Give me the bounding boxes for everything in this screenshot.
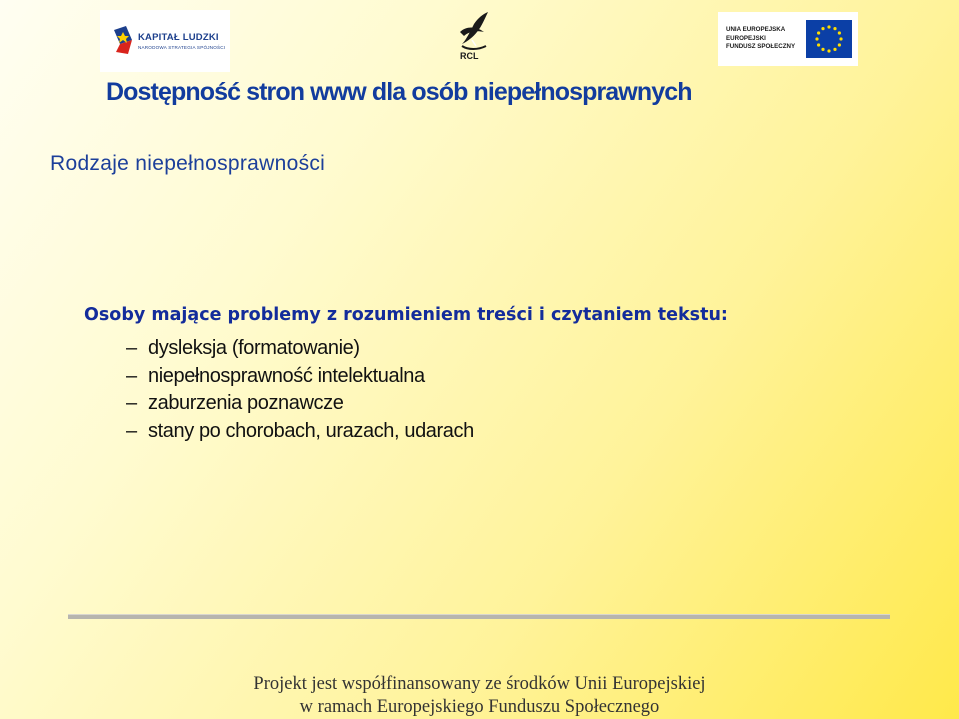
slide-subtitle: Rodzaje niepełnosprawności bbox=[50, 152, 326, 175]
footer bbox=[0, 673, 959, 719]
kapital-ludzki-name: KAPITAŁ LUDZKI bbox=[138, 32, 219, 43]
eu-logo-text bbox=[726, 26, 795, 52]
list-item-text: stany po chorobach, urazach, udarach bbox=[148, 419, 474, 442]
eu-logo bbox=[718, 12, 858, 66]
slide-title: Dostępność stron www dla osób niepełnosprawnych bbox=[106, 78, 692, 106]
eu-stars-icon bbox=[806, 20, 852, 58]
eu-star-icon bbox=[833, 48, 836, 51]
dash-bullet: – bbox=[126, 392, 137, 414]
list-item bbox=[126, 363, 474, 391]
dash-bullet: – bbox=[126, 364, 137, 387]
eu-star-icon bbox=[821, 48, 824, 51]
list-item bbox=[126, 418, 474, 446]
item-list bbox=[126, 335, 474, 445]
rcl-quill-emblem-icon bbox=[456, 10, 492, 52]
list-item-text: zaburzenia poznawcze bbox=[148, 392, 344, 414]
kapital-ludzki-logo bbox=[100, 10, 230, 72]
section-heading: Osoby mające problemy z rozumieniem treści i czytaniem tekstu: bbox=[84, 305, 728, 325]
footer-divider bbox=[68, 614, 890, 619]
eu-logo-line2: EUROPEJSKI bbox=[726, 34, 766, 42]
list-item-text: niepełnosprawność intelektualna bbox=[148, 364, 425, 387]
eu-star-icon bbox=[821, 27, 824, 30]
footer-line1: Projekt jest współfinansowany ze środków Unii Europejskiej bbox=[253, 674, 706, 694]
kapital-ludzki-emblem-icon bbox=[112, 26, 134, 56]
eu-star-icon bbox=[827, 49, 830, 52]
eu-star-icon bbox=[833, 27, 836, 30]
eu-star-icon bbox=[817, 31, 820, 34]
rcl-logo bbox=[456, 10, 492, 66]
list-item bbox=[126, 390, 474, 418]
eu-flag bbox=[806, 20, 852, 58]
kapital-ludzki-subtitle: NARODOWA STRATEGIA SPÓJNOŚCI bbox=[138, 45, 226, 50]
eu-star-icon bbox=[839, 37, 842, 40]
eu-star-icon bbox=[815, 37, 818, 40]
rcl-logo-text: RCL bbox=[460, 51, 479, 61]
dash-bullet: – bbox=[126, 419, 137, 442]
eu-logo-line1: UNIA EUROPEJSKA bbox=[726, 26, 786, 33]
eu-star-icon bbox=[838, 43, 841, 46]
eu-star-icon bbox=[827, 25, 830, 28]
eu-star-icon bbox=[838, 31, 841, 34]
list-item bbox=[126, 335, 474, 363]
footer-line2: w ramach Europejskiego Funduszu Społecznego bbox=[299, 697, 660, 717]
list-item-text: dysleksja (formatowanie) bbox=[148, 337, 360, 359]
eu-star-icon bbox=[817, 43, 820, 46]
dash-bullet: – bbox=[126, 337, 137, 359]
eu-logo-line3: FUNDUSZ SPOŁECZNY bbox=[726, 43, 796, 50]
